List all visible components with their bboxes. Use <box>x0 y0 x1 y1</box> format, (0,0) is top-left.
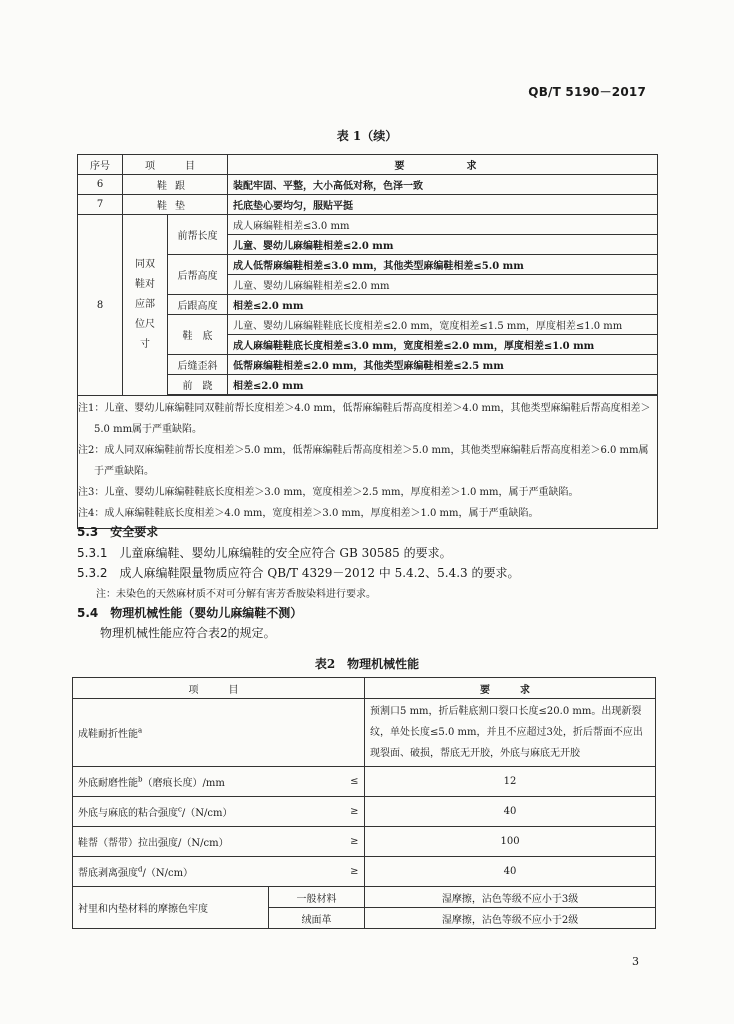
item-label: 外底与麻底的粘合强度 <box>78 808 178 819</box>
clause-text: 儿童麻编鞋、婴幼儿麻编鞋的安全应符合 GB 30585 的要求。 <box>119 546 452 560</box>
table-row <box>73 857 656 887</box>
clause-5-3-1 <box>77 544 452 561</box>
page-number: 3 <box>632 955 639 968</box>
table-row <box>73 767 656 797</box>
sub-item: 后跟高度 <box>168 295 228 315</box>
table1-notes <box>78 396 657 528</box>
table-note: 注4：成人麻编鞋鞋底长度相差＞4.0 mm，宽度相差＞3.0 mm，厚度相差＞1.0 mm，属于严重缺陷。 <box>78 508 539 519</box>
col-item-header: 项 目 <box>73 678 365 699</box>
section-title: 物理机械性能（婴幼儿麻编鞋不测） <box>110 606 303 620</box>
table-note: 注1：儿童、婴幼儿麻编鞋同双鞋前帮长度相差＞4.0 mm，低帮麻编鞋后帮高度相差＞4.0 mm，其他类型麻编鞋后帮高度相差＞5.0 mm属于严重缺陷。 <box>78 403 651 435</box>
table1-header-row <box>78 155 658 175</box>
item-label: 鞋帮（帮带）拉出强度/（N/cm） <box>78 838 229 849</box>
table-row <box>78 215 658 235</box>
group-label-line: 同双 <box>135 259 155 270</box>
comparison-symbol: ≤ <box>345 767 365 797</box>
sub-requirement: 儿童、婴幼儿麻编鞋相差≤2.0 mm <box>228 235 658 255</box>
table-row <box>73 797 656 827</box>
table2-header-row <box>73 678 656 699</box>
col-req-header: 要 求 <box>365 678 656 699</box>
table1-caption: 表 1（续） <box>336 129 398 143</box>
col-no-header: 序号 <box>78 155 123 175</box>
sub-item: 前帮长度 <box>168 215 228 255</box>
sub-item: 一般材料 <box>269 887 365 908</box>
footnote-mark: a <box>138 726 143 735</box>
item-label: 帮底剥离强度 <box>78 868 138 879</box>
row-requirement: 40 <box>365 797 656 827</box>
table-note: 注3：儿童、婴幼儿麻编鞋鞋底长度相差＞3.0 mm，宽度相差＞2.5 mm，厚度相差＞1.0 mm，属于严重缺陷。 <box>78 487 579 498</box>
group-label-line: 鞋对 <box>135 279 155 290</box>
sub-item: 前 跷 <box>168 375 228 395</box>
row-item <box>73 857 345 887</box>
clause-5-3-2 <box>77 564 519 581</box>
row-item <box>73 797 345 827</box>
clause-note: 注：未染色的天然麻材质不对可分解有害芳香胺染料进行要求。 <box>96 589 376 600</box>
sub-requirement: 儿童、婴幼儿麻编鞋鞋底长度相差≤2.0 mm，宽度相差≤1.5 mm，厚度相差≤1.0 mm <box>228 315 658 335</box>
row-requirement: 装配牢固、平整，大小高低对称，色泽一致 <box>228 175 658 195</box>
row-item: 鞋跟 <box>123 175 228 195</box>
comparison-symbol: ≥ <box>345 797 365 827</box>
table1-notes-row <box>78 396 658 529</box>
item-label: 外底耐磨性能 <box>78 778 138 789</box>
table-row <box>78 175 658 195</box>
sub-item: 鞋 底 <box>168 315 228 355</box>
sub-requirement: 成人麻编鞋鞋底长度相差≤3.0 mm，宽度相差≤2.0 mm，厚度相差≤1.0 mm <box>228 335 658 355</box>
row-requirement: 湿摩擦，沾色等级不应小于3级 <box>365 887 656 908</box>
table1 <box>77 154 658 529</box>
row-item <box>73 767 345 797</box>
row-requirement: 12 <box>365 767 656 797</box>
table-row <box>73 699 656 767</box>
table-row <box>73 887 656 908</box>
table-note: 注2：成人同双麻编鞋前帮长度相差＞5.0 mm，低帮麻编鞋后帮高度相差＞5.0 mm，其他类型麻编鞋后帮高度相差＞6.0 mm属于严重缺陷。 <box>78 445 649 477</box>
sub-requirement: 低帮麻编鞋相差≤2.0 mm，其他类型麻编鞋相差≤2.5 mm <box>228 355 658 375</box>
row-number: 8 <box>78 215 123 396</box>
group-label-line: 应部 <box>135 299 155 310</box>
table-row <box>78 195 658 215</box>
item-label: 成鞋耐折性能 <box>78 729 138 740</box>
row-requirement: 托底垫心要均匀，服贴平挺 <box>228 195 658 215</box>
footnote-mark: b <box>138 775 143 784</box>
sub-item: 绒面革 <box>269 908 365 929</box>
row-requirement: 40 <box>365 857 656 887</box>
comparison-symbol: ≥ <box>345 827 365 857</box>
sub-item: 后帮高度 <box>168 255 228 295</box>
table2-caption: 表2 物理机械性能 <box>314 657 420 671</box>
comparison-symbol: ≥ <box>345 857 365 887</box>
clause-number: 5.3.1 <box>77 546 108 560</box>
row-item-group <box>123 215 168 396</box>
clause-number: 5.3.2 <box>77 566 108 580</box>
row-number: 6 <box>78 175 123 195</box>
footnote-mark: c <box>178 805 182 814</box>
sub-requirement: 儿童、婴幼儿麻编鞋相差≤2.0 mm <box>228 275 658 295</box>
item-unit: /（N/cm） <box>142 868 194 879</box>
table-row <box>73 827 656 857</box>
sub-requirement: 相差≤2.0 mm <box>228 375 658 395</box>
row-requirement: 湿摩擦，沾色等级不应小于2级 <box>365 908 656 929</box>
row-item <box>73 699 365 767</box>
sub-requirement: 相差≤2.0 mm <box>228 295 658 315</box>
group-label-line: 寸 <box>140 339 150 350</box>
standard-code: QB/T 5190－2017 <box>528 85 646 99</box>
group-label-line: 位尺 <box>135 319 155 330</box>
section-title: 安全要求 <box>110 525 159 539</box>
section-number: 5.4 <box>77 606 99 620</box>
row-number: 7 <box>78 195 123 215</box>
row-item: 鞋垫 <box>123 195 228 215</box>
footnote-mark: d <box>138 865 143 874</box>
sub-requirement: 成人低帮麻编鞋相差≤3.0 mm，其他类型麻编鞋相差≤5.0 mm <box>228 255 658 275</box>
col-item-header: 项 目 <box>123 155 228 175</box>
clause-text: 成人麻编鞋限量物质应符合 QB/T 4329－2012 中 5.4.2、5.4.3 的要求。 <box>119 566 520 580</box>
sub-requirement: 成人麻编鞋相差≤3.0 mm <box>228 215 658 235</box>
row-item: 衬里和内垫材料的摩擦色牢度 <box>73 887 269 929</box>
section-5-3 <box>77 523 158 540</box>
row-requirement: 100 <box>365 827 656 857</box>
section-number: 5.3 <box>77 525 99 539</box>
item-unit: （磨痕长度）/mm <box>142 778 225 789</box>
col-req-header: 要 求 <box>228 155 658 175</box>
sub-item: 后缝歪斜 <box>168 355 228 375</box>
section-5-4 <box>77 604 302 621</box>
row-item <box>73 827 345 857</box>
section-5-4-text: 物理机械性能应符合表2的规定。 <box>100 626 276 640</box>
item-unit: /（N/cm） <box>181 808 233 819</box>
row-requirement: 预割口5 mm，折后鞋底割口裂口长度≤20.0 mm。出现新裂纹，单处长度≤5.0 mm，并且不应超过3处，折后帮面不应出现裂面、破损，帮底无开胶，外底与麻底无开胶 <box>365 699 656 767</box>
table2 <box>72 677 656 929</box>
